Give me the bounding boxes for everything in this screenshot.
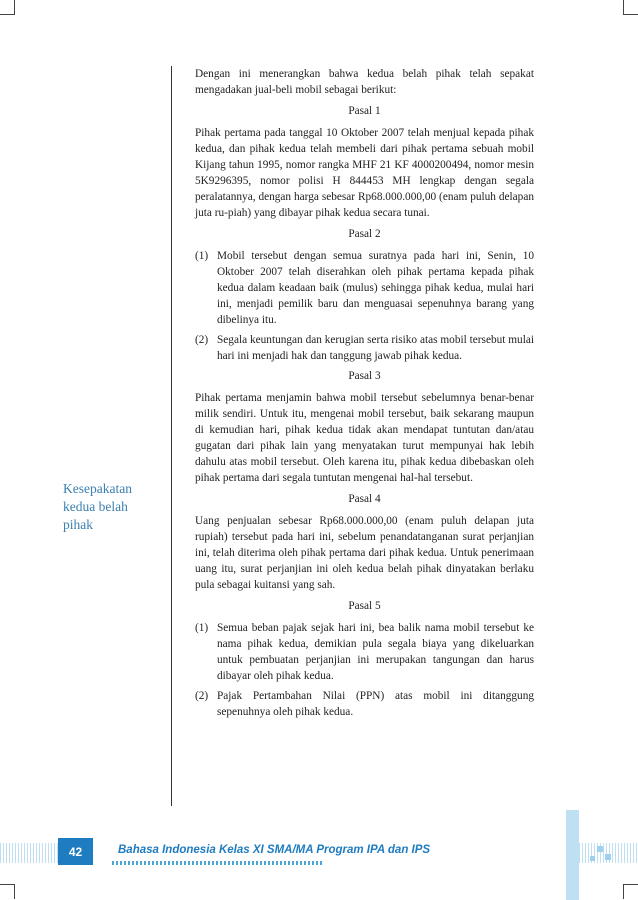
pasal-1-text: Pihak pertama pada tanggal 10 Oktober 2007 telah menjual kepada pihak kedua, dan pihak kedua telah membeli dari pihak pertama sebuah mobil Kijang tahun 1995, nomor rangka MHF 21 KF 4000200494, nomor mesin 5K9296395, nomor polisi H 844453 MH lengkap dengan segala peralatannya, dengan harga sebesar Rp68.000.000,00 (enam puluh delapan juta ru-piah) yang dibayar pihak kedua secara tunai. [195, 127, 534, 219]
pasal-2-heading: Pasal 2 [348, 228, 381, 240]
item-number: (2) [195, 334, 209, 346]
margin-note-line: Kesepakatan [63, 481, 132, 496]
crop-mark-top-right [623, 0, 638, 15]
margin-note-line: pihak [63, 517, 93, 532]
footer-dotted-line [112, 861, 324, 865]
book-title: Bahasa Indonesia Kelas XI SMA/MA Program IPA dan IPS [118, 844, 431, 856]
margin-note [63, 480, 158, 534]
pasal-5-heading: Pasal 5 [348, 600, 381, 612]
intro-paragraph: Dengan ini menerangkan bahwa kedua belah pihak telah sepakat mengadakan jual-beli mobil sebagai berikut: [195, 68, 534, 96]
item-number: (1) [195, 622, 209, 634]
pasal-3-heading: Pasal 3 [348, 370, 381, 382]
page-number: 42 [58, 838, 93, 865]
item-number: (2) [195, 690, 209, 702]
item-text: Pajak Pertambahan Nilai (PPN) atas mobil ini ditanggung sepenuhnya oleh pihak kedua. [217, 690, 534, 718]
pasal-3-text: Pihak pertama menjamin bahwa mobil tersebut sebelumnya benar-benar milik sendiri. Untuk itu, mengenai mobil tersebut, baik sekarang maupun di kemudian hari, pihak kedua tidak akan mendapat tuntutan dan/atau gugatan dari pihak lain yang menyatakan turut mempunyai hak lebih dahulu atas mobil tersebut. Oleh karena itu, pihak kedua dibebaskan oleh pihak pertama dari segala tuntutan mengenai hal-hal tersebut. [195, 392, 534, 484]
crop-mark-bottom-left [0, 884, 15, 899]
pasal-2-item [195, 248, 534, 328]
item-text: Segala keuntungan dan kerugian serta risiko atas mobil tersebut mulai hari ini menjadi hak dan tanggung jawab pihak kedua. [217, 334, 534, 362]
decorative-square [605, 854, 611, 860]
document-body [195, 66, 534, 724]
item-number: (1) [195, 250, 209, 262]
pasal-5-item [195, 688, 534, 720]
pasal-4-text: Uang penjualan sebesar Rp68.000.000,00 (enam puluh delapan juta rupiah) tersebut pada hari ini, sebelum penandatanganan surat perjanjian ini, telah diterima oleh pihak pertama dari pihak kedua. Untuk penerimaan uang itu, surat perjanjian ini oleh kedua belah pihak dinyatakan berlaku pula sebagai kuitansi yang sah. [195, 515, 534, 591]
pasal-5-item [195, 620, 534, 684]
item-text: Mobil tersebut dengan semua suratnya pada hari ini, Senin, 10 Oktober 2007 telah diserahkan oleh pihak pertama kepada pihak kedua dalam keadaan baik (mulus) sehingga pihak kedua, mulai hari ini, menjadi pemilik baru dan menguasai sepenuhnya barang yang dibelinya itu. [217, 250, 534, 326]
margin-note-line: kedua belah [63, 499, 128, 514]
footer-tab-decoration [566, 810, 579, 900]
crop-mark-top-left [0, 0, 15, 15]
pasal-2-item [195, 332, 534, 364]
crop-mark-bottom-right [623, 884, 638, 899]
decorative-square [590, 856, 595, 861]
pasal-4-heading: Pasal 4 [348, 493, 381, 505]
decorative-square [597, 846, 603, 852]
item-text: Semua beban pajak sejak hari ini, bea balik nama mobil tersebut ke nama pihak kedua, demikian pula segala biaya yang dikeluarkan untuk pembuatan perjanjian ini merupakan tangungan dan harus dibayar oleh pihak kedua. [217, 622, 534, 682]
margin-rule [171, 66, 172, 806]
pasal-1-heading: Pasal 1 [348, 105, 381, 117]
footer-stripes-left [0, 843, 58, 863]
footer-stripes-right [579, 843, 638, 863]
